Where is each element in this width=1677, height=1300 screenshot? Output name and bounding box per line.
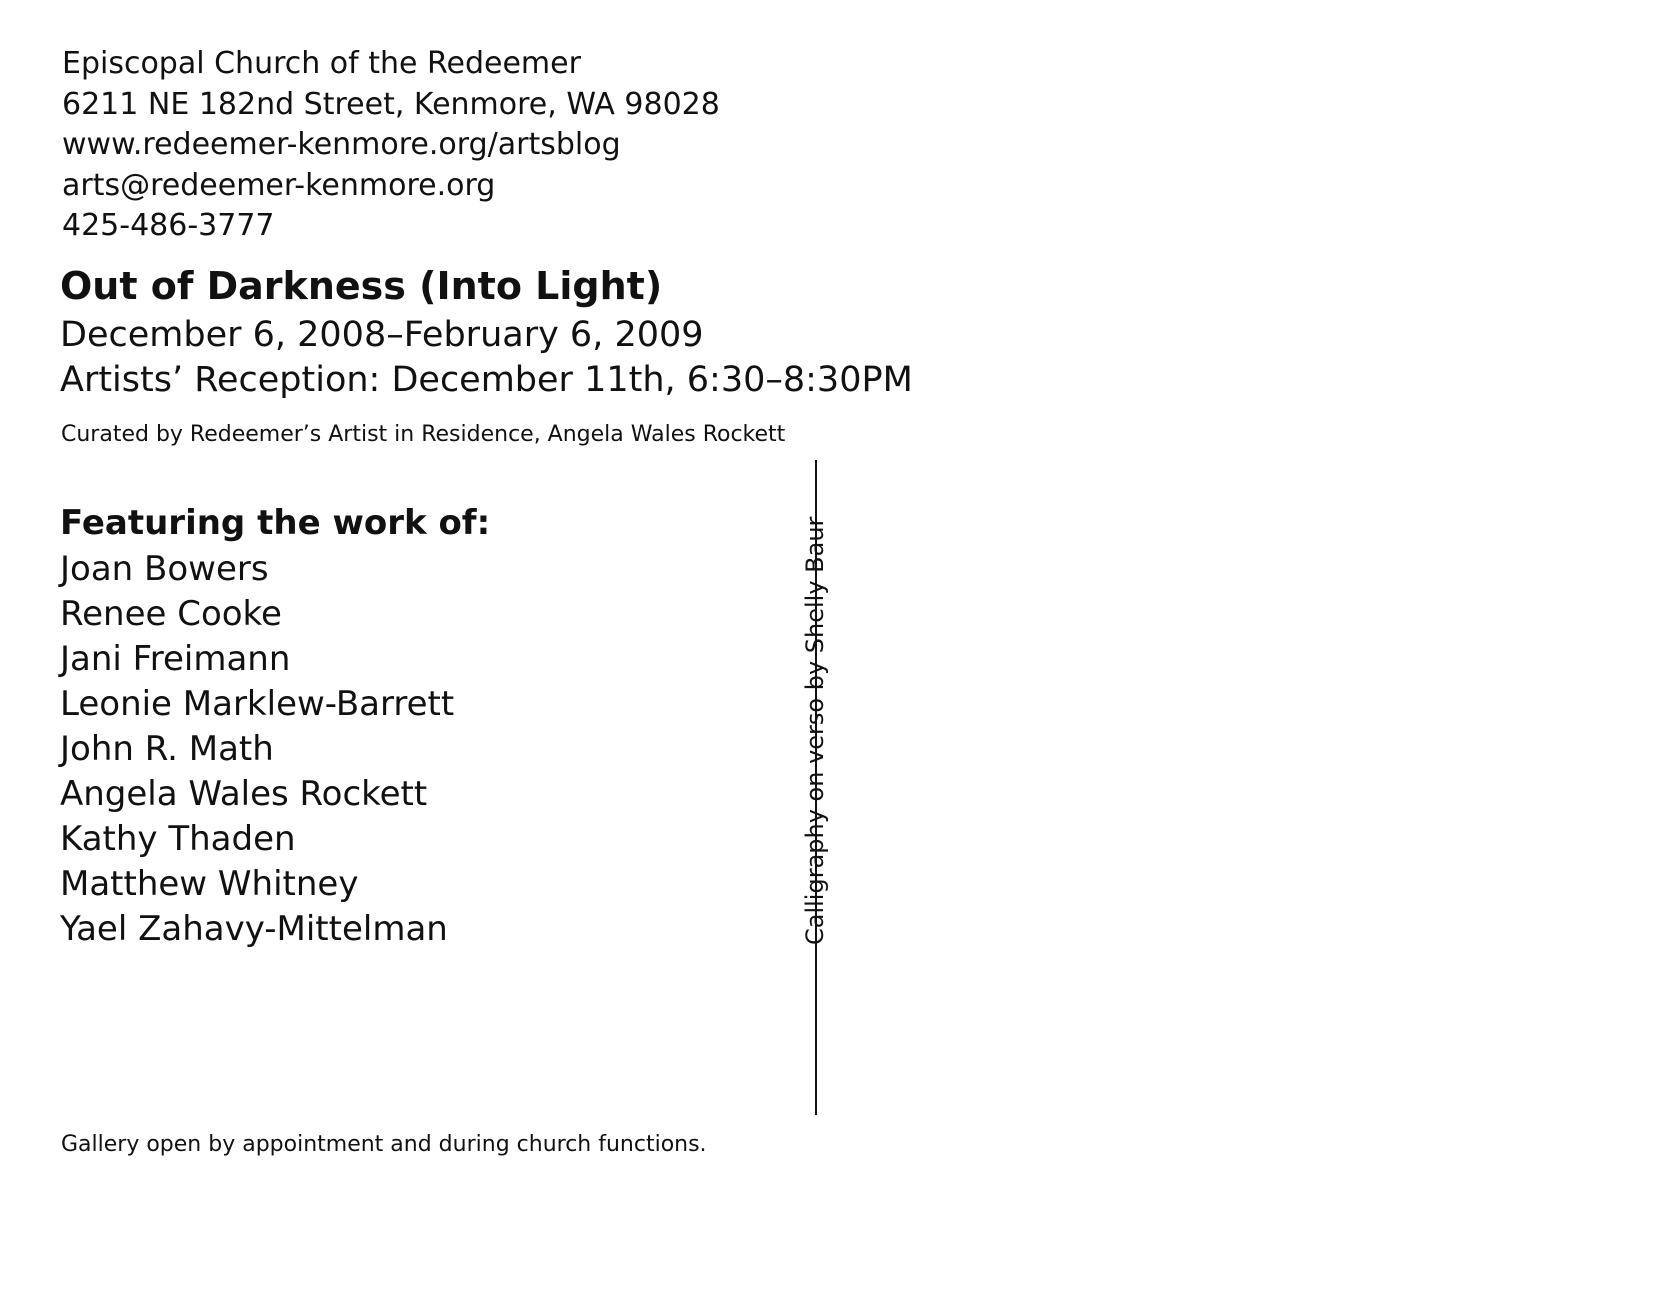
featuring-heading: Featuring the work of: [60, 503, 491, 543]
organization-name: Episcopal Church of the Redeemer [62, 46, 581, 81]
artist-name: Renee Cooke [60, 594, 282, 634]
phone-number: 425-486-3777 [62, 208, 275, 243]
artist-name: Kathy Thaden [60, 819, 296, 859]
artist-name: Jani Freimann [60, 639, 291, 679]
email-address: arts@redeemer-kenmore.org [62, 167, 496, 203]
website-url: www.redeemer-kenmore.org/artsblog [62, 127, 621, 162]
street-address: 6211 NE 182nd Street, Kenmore, WA 98028 [62, 86, 720, 122]
curator-credit: Curated by Redeemer’s Artist in Residence, Angela Wales Rockett [61, 422, 786, 447]
calligraphy-credit: Calligraphy on verso by Shelly Baur [801, 516, 829, 945]
artist-name: Joan Bowers [60, 549, 269, 589]
artist-name: John R. Math [60, 729, 274, 769]
event-dates: December 6, 2008–February 6, 2009 [60, 315, 704, 355]
artist-name: Matthew Whitney [60, 864, 359, 904]
artists-reception: Artists’ Reception: December 11th, 6:30–8:30PM [60, 360, 913, 400]
artist-list [60, 547, 454, 952]
artist-name: Yael Zahavy-Mittelman [60, 909, 448, 949]
contact-block [62, 44, 720, 247]
event-title: Out of Darkness (Into Light) [60, 264, 663, 308]
artist-name: Angela Wales Rockett [60, 774, 428, 814]
artist-name: Leonie Marklew-Barrett [60, 684, 455, 724]
gallery-hours-note: Gallery open by appointment and during church functions. [61, 1132, 707, 1157]
